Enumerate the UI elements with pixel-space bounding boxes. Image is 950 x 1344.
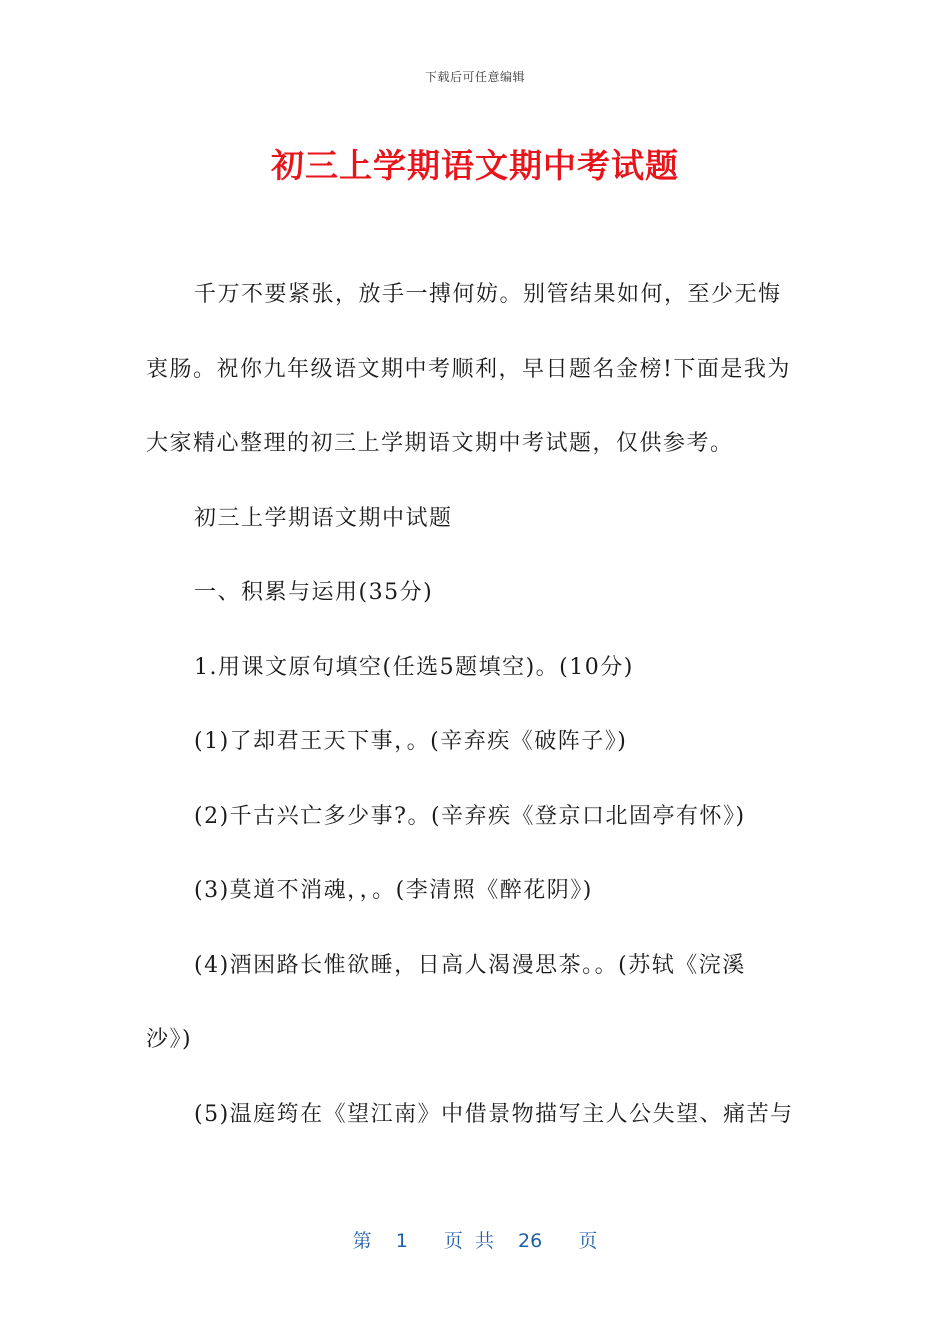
question-item: (3)莫道不消魂，，。(李清照《醉花阴》) xyxy=(194,878,593,903)
part-heading: 一、积累与运用(35分) xyxy=(194,580,434,605)
paragraph-line: 千万不要紧张，放手一搏何妨。别管结果如何，至少无悔 xyxy=(194,282,782,307)
question-item-continuation: 沙》) xyxy=(146,1027,193,1052)
section-heading: 初三上学期语文期中试题 xyxy=(194,506,453,531)
question-item: (1)了却君王天下事，。(辛弃疾《破阵子》) xyxy=(194,729,628,754)
question-item: (4)酒困路长惟欲睡，日高人渴漫思茶。。(苏轼《浣溪 xyxy=(194,953,746,978)
question-item: (2)千古兴亡多少事?。(辛弃疾《登京口北固亭有怀》) xyxy=(194,804,746,829)
page-footer: 第 1 页 共 26 页 xyxy=(352,1230,598,1252)
question-item: (5)温庭筠在《望江南》中借景物描写主人公失望、痛苦与 xyxy=(194,1102,794,1127)
document-title: 初三上学期语文期中考试题 xyxy=(271,146,679,185)
paragraph-line: 衷肠。祝你九年级语文期中考顺利，早日题名金榜!下面是我为 xyxy=(146,357,791,382)
question-line: 1.用课文原句填空(任选5题填空)。(10分) xyxy=(194,655,634,680)
paragraph-line: 大家精心整理的初三上学期语文期中考试题，仅供参考。 xyxy=(146,431,734,456)
header-note: 下载后可任意编辑 xyxy=(424,70,525,84)
